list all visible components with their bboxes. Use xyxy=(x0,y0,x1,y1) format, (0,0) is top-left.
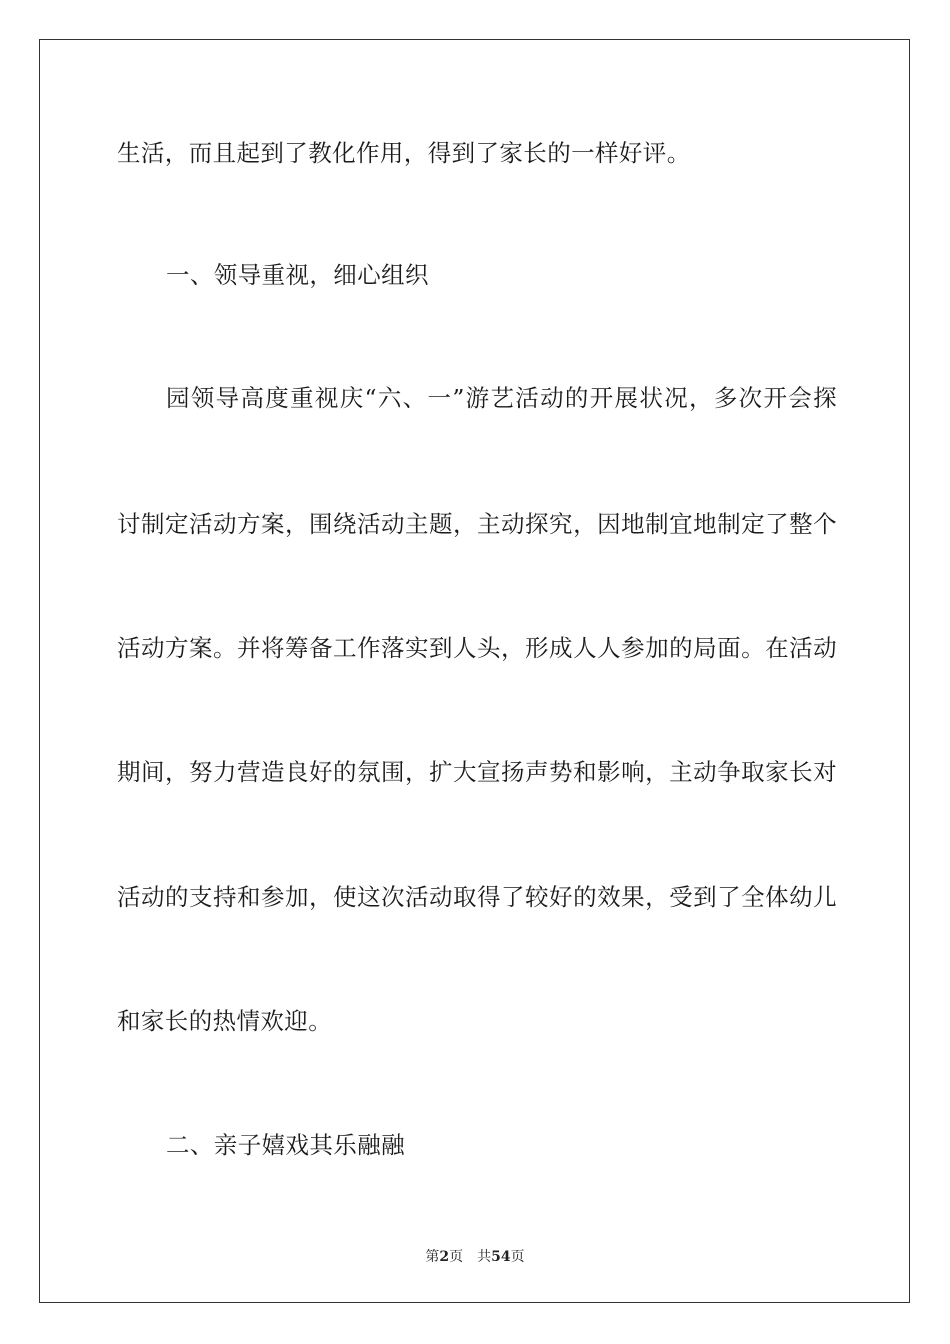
paragraph-line: 期间，努力营造良好的氛围，扩大宣扬声势和影响，主动争取家长对 xyxy=(117,758,837,786)
total-pages: 54 xyxy=(491,1249,511,1265)
page-prefix: 第 xyxy=(425,1249,440,1265)
section-heading: 一、领导重视，细心组织 xyxy=(166,261,429,289)
page-border xyxy=(39,39,910,1303)
paragraph-line: 和家长的热情欢迎。 xyxy=(117,1007,333,1035)
paragraph-line: 生活，而且起到了教化作用，得到了家长的一样好评。 xyxy=(117,139,691,167)
paragraph-line: 讨制定活动方案，围绕活动主题，主动探究，因地制宜地制定了整个 xyxy=(117,510,837,538)
page-number: 2 xyxy=(439,1249,450,1265)
total-prefix: 共 xyxy=(477,1249,492,1265)
paragraph-line: 活动的支持和参加，使这次活动取得了较好的效果，受到了全体幼儿 xyxy=(117,883,837,911)
paragraph-line: 活动方案。并将筹备工作落实到人头，形成人人参加的局面。在活动 xyxy=(117,634,837,662)
total-suffix: 页 xyxy=(510,1249,525,1265)
page-footer xyxy=(0,1248,950,1266)
section-heading: 二、亲子嬉戏其乐融融 xyxy=(166,1131,405,1159)
paragraph-line: 园领导高度重视庆“六、一”游艺活动的开展状况，多次开会探 xyxy=(166,384,837,412)
page-suffix: 页 xyxy=(449,1249,464,1265)
